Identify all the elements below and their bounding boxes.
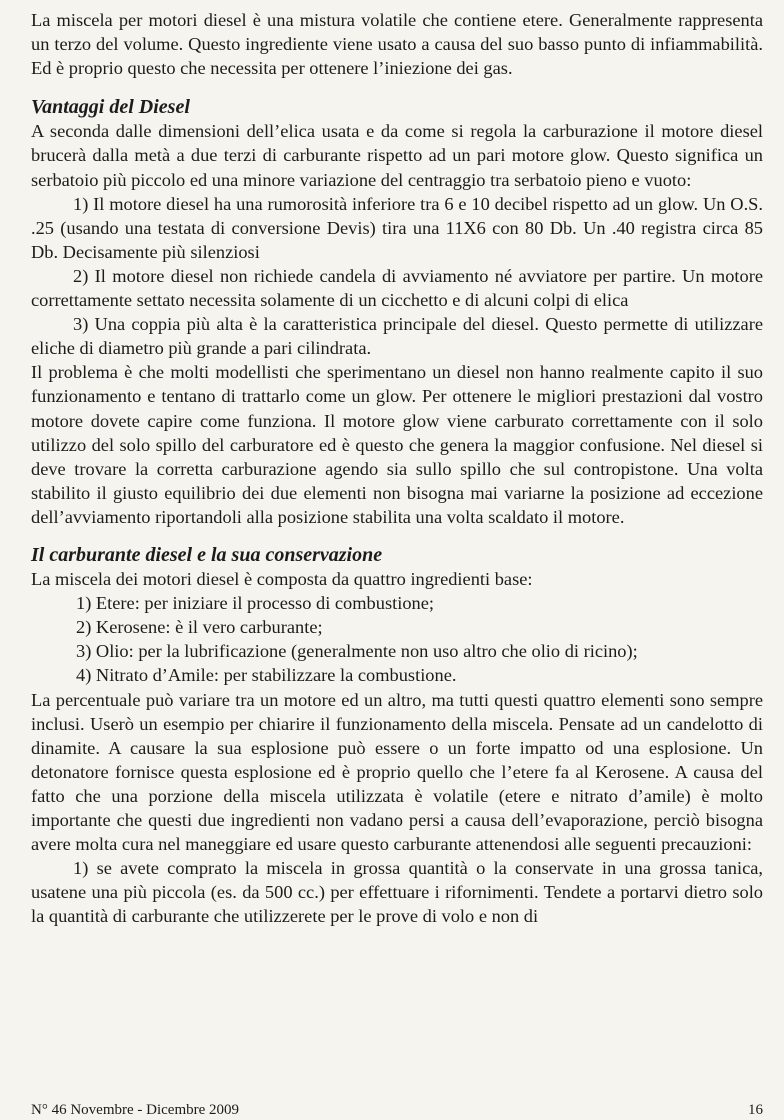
section-heading-carburante: Il carburante diesel e la sua conservazione	[31, 543, 383, 566]
intro-paragraph: La miscela per motori diesel è una mistura volatile che contiene etere. Generalmente rappresenta un terzo del volume. Questo ingrediente viene usato a causa del suo basso punto di infiammabilità. Ed è proprio questo che necessita per ottenere l’iniezione dei gas.	[31, 10, 763, 79]
body-paragraph: La miscela dei motori diesel è composta da quattro ingredienti base:	[31, 569, 533, 590]
page-number: 16	[748, 1102, 763, 1118]
numbered-paragraph-1: 1) Il motore diesel ha una rumorosità inferiore tra 6 e 10 decibel rispetto ad un glow. Un O.S. .25 (usando una testata di conversione Devis) tira una 11X6 con 80 Db. Un .40 registra circa 85 Db. Decisamente più silenziosi	[31, 193, 763, 262]
ingredient-list-item: 2) Kerosene: è il vero carburante;	[76, 617, 323, 638]
page-footer	[31, 1101, 763, 1119]
precaution-paragraph-1: 1) se avete comprato la miscela in grossa quantità o la conservate in una grossa tanica, usatene una più piccola (es. da 500 cc.) per effettuare i rifornimenti. Tendete a portarvi dietro solo la quantità di carburante che utilizzerete per le prove di volo e non di	[31, 858, 763, 927]
numbered-paragraph-2: 2) Il motore diesel non richiede candela di avviamento né avviatore per partire. Un motore correttamente settato necessita solamente di un cicchetto e di alcuni colpi di elica	[31, 265, 763, 311]
ingredient-list-item: 1) Etere: per iniziare il processo di combustione;	[76, 593, 434, 614]
ingredient-list-item: 4) Nitrato d’Amile: per stabilizzare la combustione.	[76, 665, 457, 686]
body-paragraph: Il problema è che molti modellisti che sperimentano un diesel non hanno realmente capito il suo funzionamento e tentano di trattarlo come un glow. Per ottenere le migliori prestazioni dal vostro motore dovete capire come funziona. Il motore glow viene carburato correttamente con il solo utilizzo del solo spillo del carburatore ed è questo che genera la maggior confusione. Nel diesel si deve trovare la corretta carburazione agendo sia sullo spillo che sul contropistone. Una volta stabilito il giusto equilibrio dei due elementi non bisogna mai variarne la posizione ad eccezione dell’avviamento riportandoli alla posizione stabilita una volta scaldato il motore.	[31, 362, 763, 527]
body-paragraph: A seconda dalle dimensioni dell’elica usata e da come si regola la carburazione il motore diesel brucerà dalla metà a due terzi di carburante rispetto ad un pari motore glow. Questo significa un serbatoio più piccolo ed una minore variazione del centraggio tra serbatoio pieno e vuoto:	[31, 121, 763, 190]
body-paragraph: La percentuale può variare tra un motore ed un altro, ma tutti questi quattro elementi sono sempre inclusi. Userò un esempio per chiarire il funzionamento della miscela. Pensate ad un candelotto di dinamite. A causare la sua esplosione può essere o un forte impatto od una esplosione. Un detonatore fornisce questa esplosione ed è proprio quello che l’etere fa al Kerosene. A causa del fatto che una porzione della miscela utilizzata è volatile (etere e nitrato d’amile) è molto importante che questi due ingredienti non vadano persi a causa dell’evaporazione, perciò bisogna avere molta cura nel maneggiare ed usare questo carburante attenendosi alle seguenti precauzioni:	[31, 689, 763, 855]
ingredient-list-item: 3) Olio: per la lubrificazione (generalmente non uso altro che olio di ricino);	[76, 641, 638, 662]
numbered-paragraph-3: 3) Una coppia più alta è la caratteristica principale del diesel. Questo permette di utilizzare eliche di diametro più grande a pari cilindrata.	[31, 314, 763, 359]
issue-info: N° 46 Novembre - Dicembre 2009	[31, 1102, 240, 1118]
section-heading-vantaggi: Vantaggi del Diesel	[31, 96, 190, 119]
article-body	[31, 8, 763, 928]
